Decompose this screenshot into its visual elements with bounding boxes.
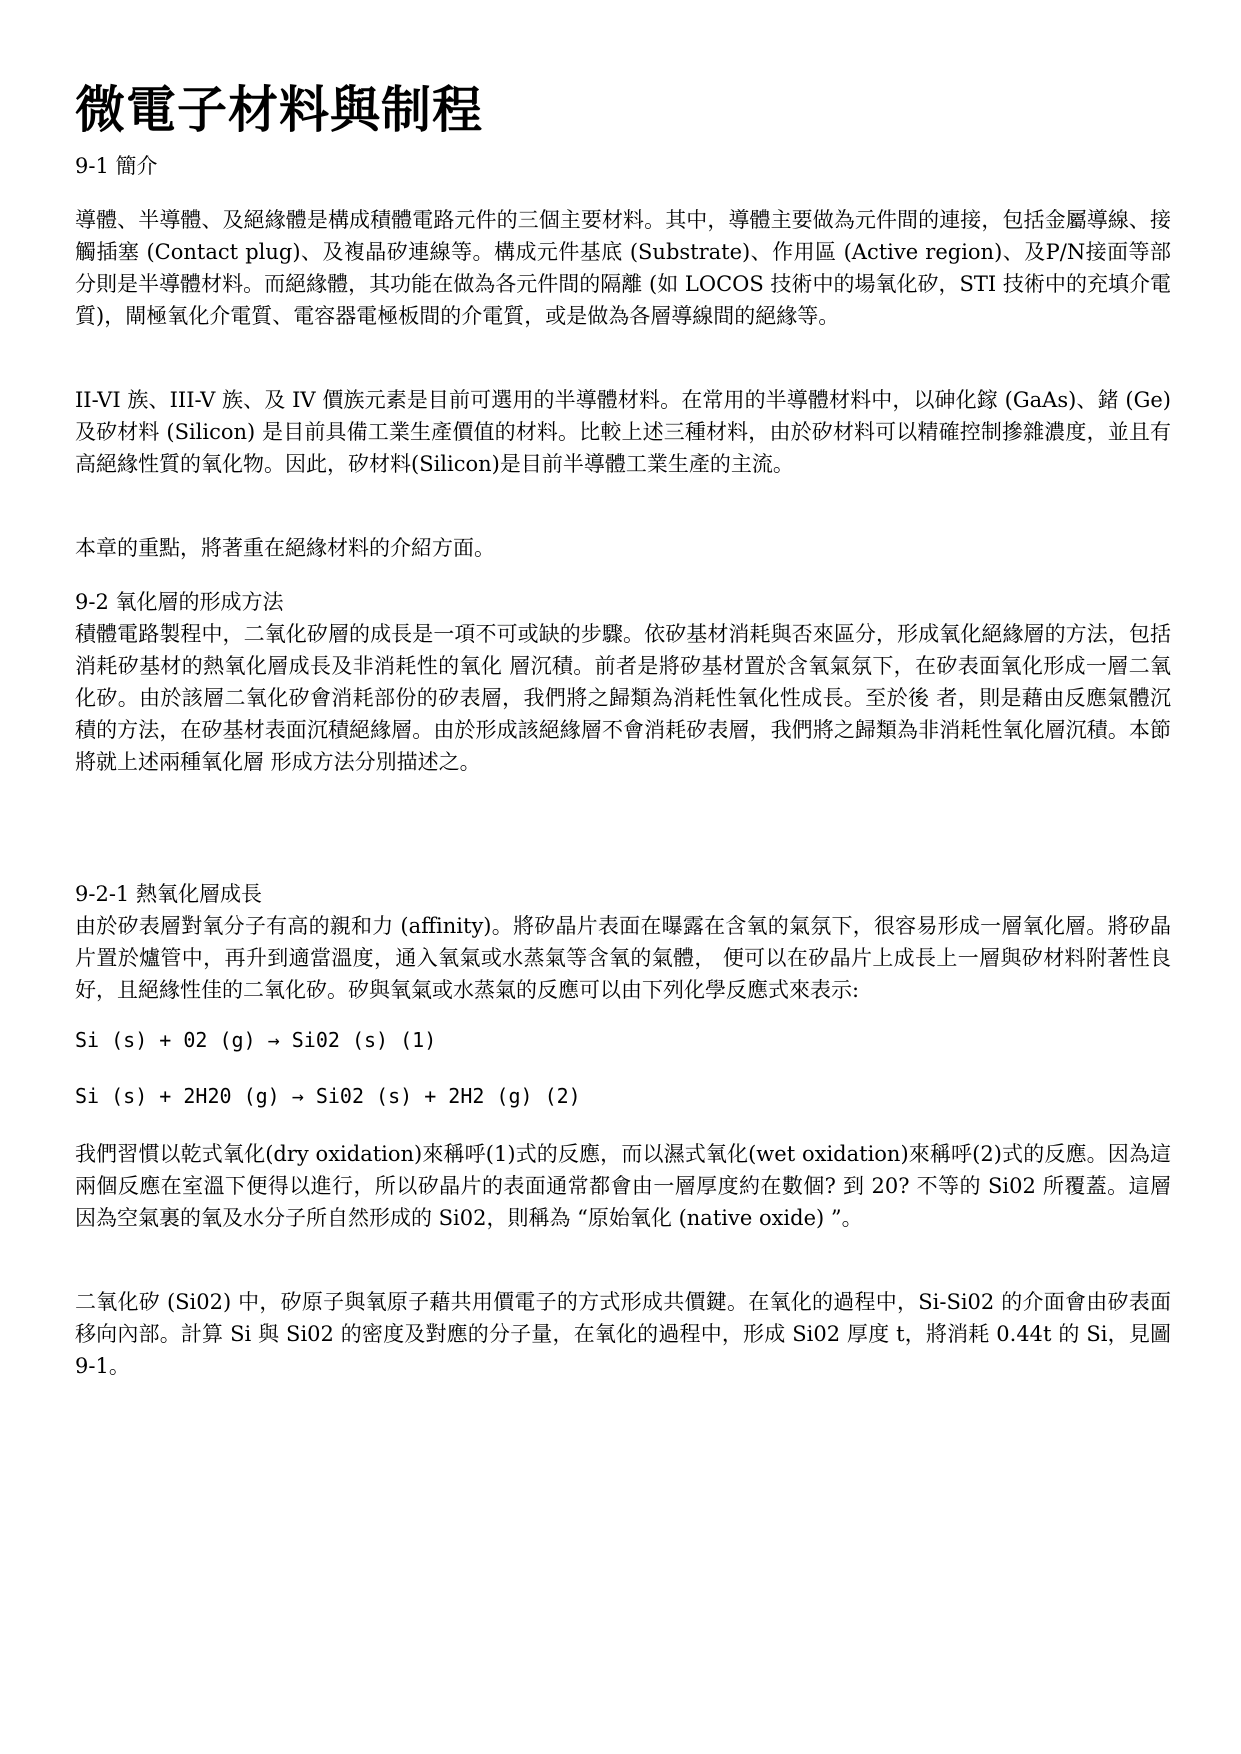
paragraph-chapter-focus: 本章的重點，將著重在絕緣材料的介紹方面。 (75, 536, 495, 560)
paragraph-thermal-oxidation: 由於矽表層對氧分子有高的親和力 (affinity)。將矽晶片表面在曝露在含氧的氣氛下，很容易形成一層氧化層。將矽晶片置於爐管中，再升到適當溫度，通入氧氣或水蒸氣等含氧的氣體， 便可以在矽晶片上成長上一層與矽材料附著性良好，且絕緣性佳的二氧化矽。矽與氧氣或水蒸氣的反應可以由下列化學反應式來表示: (75, 914, 1171, 1002)
section-heading-9-2-1: 9-2-1 熱氧化層成長 (75, 882, 262, 906)
paragraph-native-oxide: 我們習慣以乾式氧化(dry oxidation)來稱呼(1)式的反應，而以濕式氧化(wet oxidation)來稱呼(2)式的反應。因為這兩個反應在室溫下便得以進行，所以矽晶片的表面通常都會由一層厚度約在數個? 到 20? 不等的 Si02 所覆蓋。這層因為空氣裏的氧及水分子所自然形成的 Si02，則稱為 “原始氧化 (native oxide) ”。 (75, 1142, 1171, 1230)
paragraph-silicon-consumption: 二氧化矽 (Si02) 中，矽原子與氧原子藉共用價電子的方式形成共價鍵。在氧化的過程中，Si-Si02 的介面會由矽表面移向內部。計算 Si 與 Si02 的密度及對應的分子量，在氧化的過程中，形成 Si02 厚度 t，將消耗 0.44t 的 Si，見圖 9-1。 (75, 1290, 1171, 1378)
paragraph-intro-materials: 導體、半導體、及絕緣體是構成積體電路元件的三個主要材料。其中，導體主要做為元件間的連接，包括金屬導線、接觸插塞 (Contact plug)、及複晶矽連線等。構成元件基底 (Substrate)、作用區 (Active region)、及P/N接面等部分則是半導體材料。而絕緣體，其功能在做為各元件間的隔離 (如 LOCOS 技術中的場氧化矽，STI 技術中的充填介電質)，閘極氧化介電質、電容器電極板間的介電質，或是做為各層導線間的絕緣等。 (75, 208, 1171, 328)
equation-wet-oxidation: Si (s) + 2H20 (g) → Si02 (s) + 2H2 (g) (2) (75, 1084, 581, 1108)
paragraph-oxide-formation: 積體電路製程中，二氧化矽層的成長是一項不可或缺的步驟。依矽基材消耗與否來區分，形成氧化絕緣層的方法，包括消耗矽基材的熱氧化層成長及非消耗性的氧化 層沉積。前者是將矽基材置於含氧氣氛下，在矽表面氧化形成一層二氧化矽。由於該層二氧化矽會消耗部份的矽表層，我們將之歸類為消耗性氧化性成長。至於後 者，則是藉由反應氣體沉積的方法，在矽基材表面沉積絕緣層。由於形成該絕緣層不會消耗矽表層，我們將之歸類為非消耗性氧化層沉積。本節將就上述兩種氧化層 形成方法分別描述之。 (75, 622, 1171, 774)
section-heading-9-2: 9-2 氧化層的形成方法 (75, 590, 284, 614)
paragraph-semiconductor-materials: II-VI 族、III-V 族、及 IV 價族元素是目前可選用的半導體材料。在常用的半導體材料中，以砷化鎵 (GaAs)、鍺 (Ge) 及矽材料 (Silicon) 是目前具備工業生產價值的材料。比較上述三種材料，由於矽材料可以精確控制摻雜濃度，並且有高絕緣性質的氧化物。因此，矽材料(Silicon)是目前半導體工業生產的主流。 (75, 388, 1171, 476)
equation-dry-oxidation: Si (s) + 02 (g) → Si02 (s) (1) (75, 1028, 437, 1052)
document-title: 微電子材料與制程 (75, 81, 483, 139)
section-heading-9-1: 9-1 簡介 (75, 154, 158, 178)
